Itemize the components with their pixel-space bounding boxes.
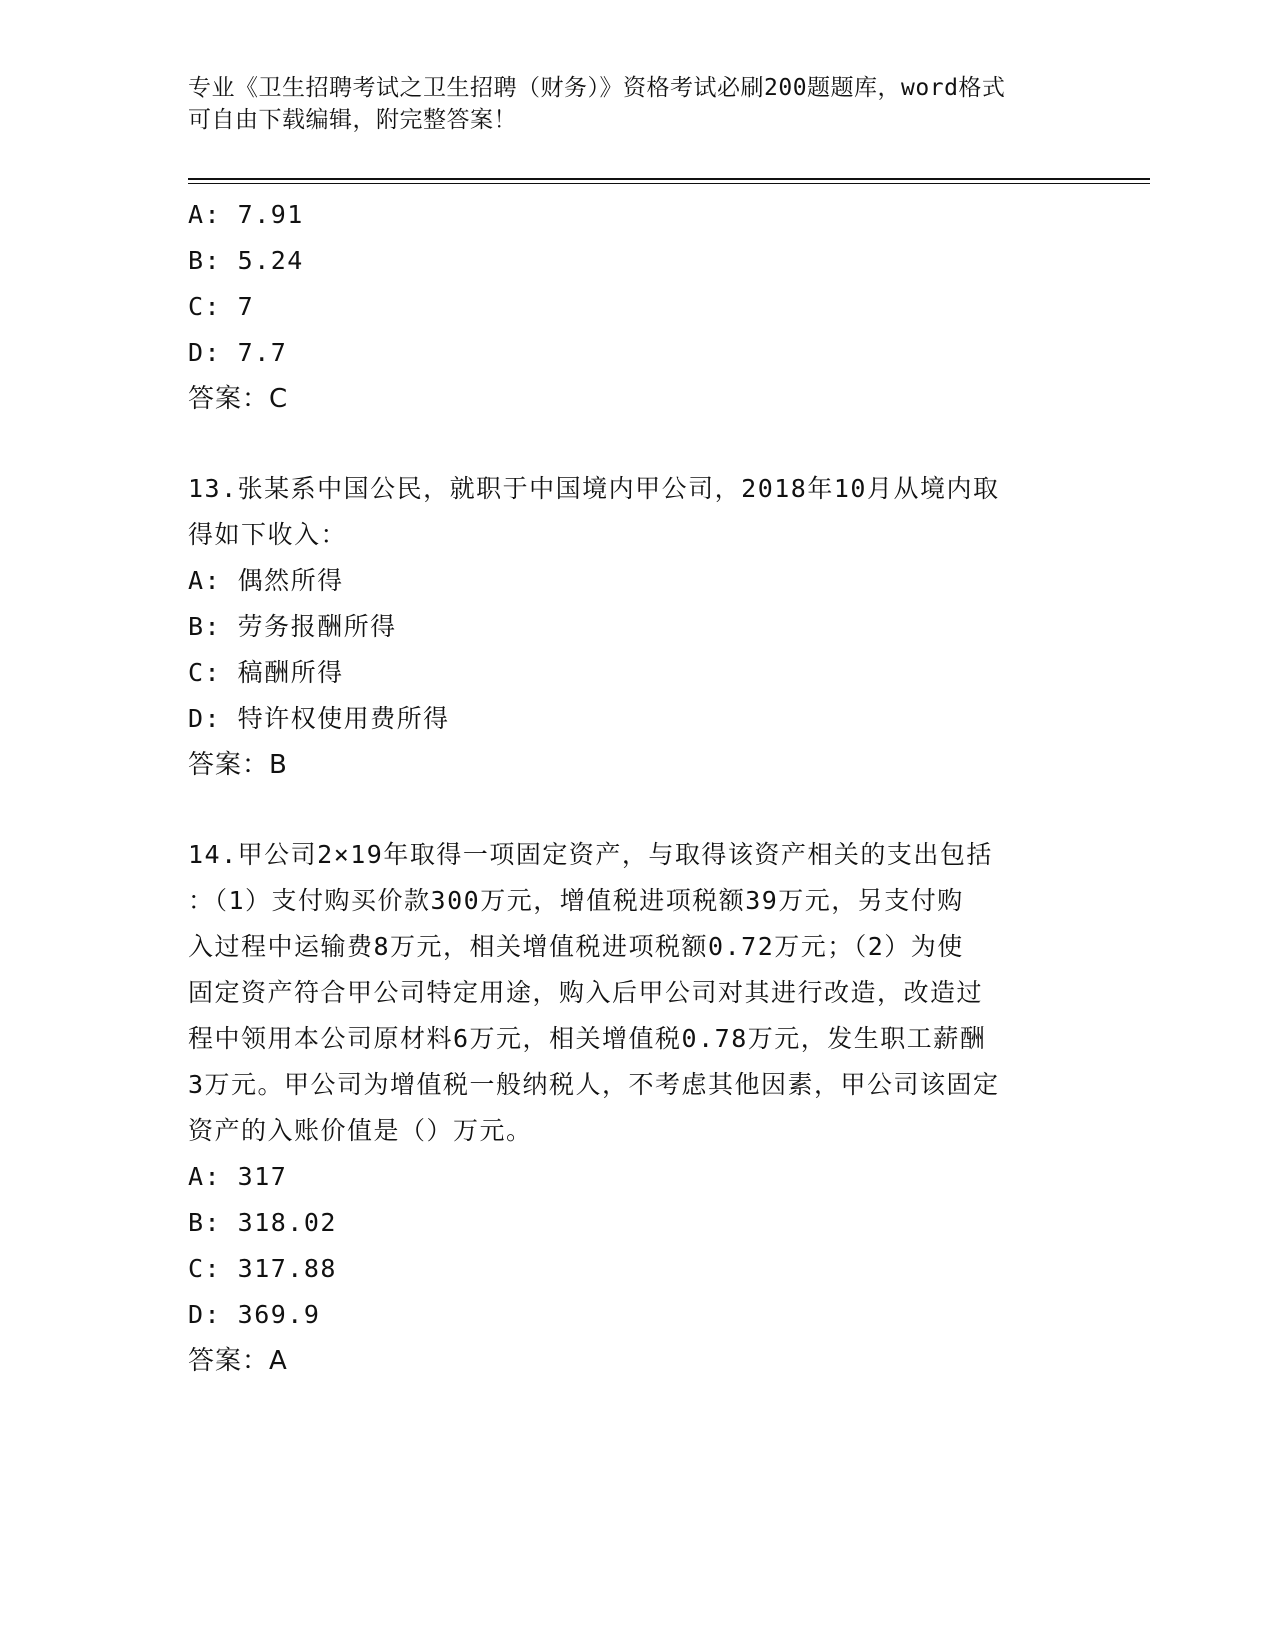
question-stem-line: 13.张某系中国公民，就职于中国境内甲公司，2018年10月从境内取 bbox=[188, 474, 1000, 503]
question-stem-line: ：（1）支付购买价款300万元，增值税进项税额39万元，另支付购 bbox=[188, 886, 964, 915]
answer: 答案：B bbox=[188, 750, 288, 780]
option-c: C: 7 bbox=[188, 292, 255, 321]
question-stem-line: 3万元。甲公司为增值税一般纳税人，不考虑其他因素，甲公司该固定 bbox=[188, 1070, 1000, 1099]
option-a: A: 317 bbox=[188, 1162, 288, 1191]
question-stem-line: 14.甲公司2×19年取得一项固定资产，与取得该资产相关的支出包括 bbox=[188, 840, 993, 869]
option-a: A: 7.91 bbox=[188, 200, 304, 229]
option-b: B: 5.24 bbox=[188, 246, 304, 275]
question-stem-line: 资产的入账价值是（）万元。 bbox=[188, 1116, 533, 1145]
header-divider-thick bbox=[188, 178, 1150, 180]
header-title-line-2: 可自由下载编辑，附完整答案！ bbox=[188, 107, 517, 133]
question-stem-line: 程中领用本公司原材料6万元，相关增值税0.78万元，发生职工薪酬 bbox=[188, 1024, 987, 1053]
option-c: C: 317.88 bbox=[188, 1254, 337, 1283]
question-content bbox=[188, 192, 1088, 1384]
answer: 答案：A bbox=[188, 1346, 288, 1376]
question-stem-line: 入过程中运输费8万元，相关增值税进项税额0.72万元；（2）为使 bbox=[188, 932, 964, 961]
option-d: D: 7.7 bbox=[188, 338, 288, 367]
option-a: A: 偶然所得 bbox=[188, 566, 344, 595]
option-d: D: 特许权使用费所得 bbox=[188, 704, 450, 733]
answer: 答案：C bbox=[188, 384, 289, 414]
header-title-line-1: 专业《卫生招聘考试之卫生招聘（财务）》资格考试必刷200题题库，word格式 bbox=[188, 75, 1006, 101]
question-stem-line: 得如下收入： bbox=[188, 520, 348, 549]
question-14 bbox=[188, 832, 1088, 1384]
question-13 bbox=[188, 466, 1088, 788]
option-d: D: 369.9 bbox=[188, 1300, 321, 1329]
option-b: B: 318.02 bbox=[188, 1208, 337, 1237]
document-header bbox=[188, 72, 1088, 136]
option-b: B: 劳务报酬所得 bbox=[188, 612, 397, 641]
question-12 bbox=[188, 192, 1088, 422]
question-stem-line: 固定资产符合甲公司特定用途，购入后甲公司对其进行改造，改造过 bbox=[188, 978, 984, 1007]
header-divider-thin bbox=[188, 183, 1150, 184]
option-c: C: 稿酬所得 bbox=[188, 658, 344, 687]
